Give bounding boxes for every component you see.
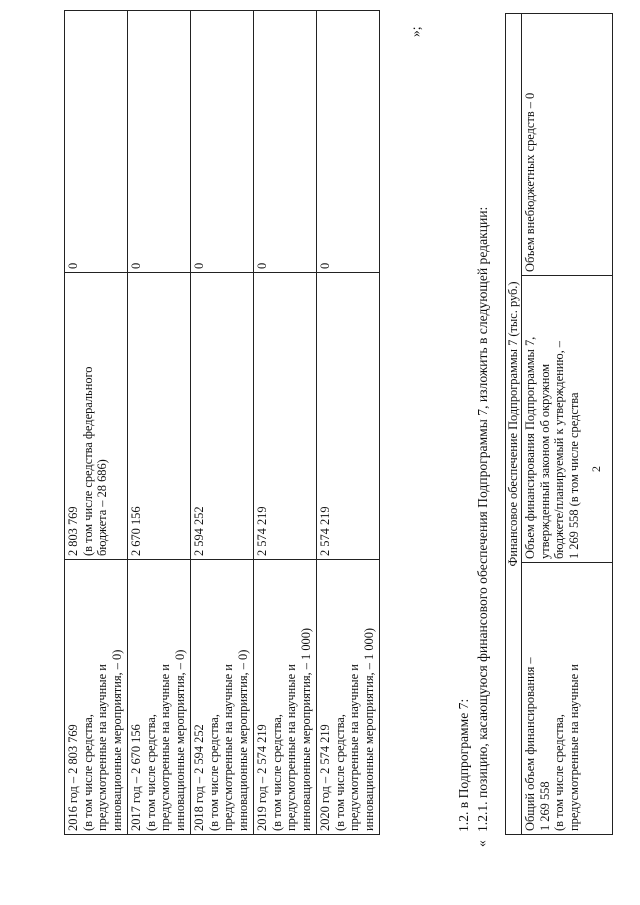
cell-text-line: 2 574 219 xyxy=(255,506,269,556)
table-row xyxy=(191,11,254,835)
year-total-cell xyxy=(191,560,254,835)
extrabudget-cell xyxy=(522,14,613,276)
funding-table-header: Финансовое обеспечение Подпрограммы 7 (тыс. руб.) xyxy=(506,14,522,835)
cell-text-line: предусмотренные на научные и xyxy=(95,664,109,831)
cell-text-line: инновационные мероприятия, – 0) xyxy=(172,649,187,831)
extrabudget-amount-cell: 0 xyxy=(128,11,191,273)
cell-text-line: (в том числе средства федерального xyxy=(80,366,95,556)
subprogram-funding-table xyxy=(505,13,613,835)
cell-text-line: предусмотренные на научные и xyxy=(158,664,172,831)
years-funding-table xyxy=(64,10,380,835)
cell-text-line: утвержденный законом об окружном xyxy=(537,363,552,559)
open-quote: « xyxy=(474,840,489,847)
cell-text-line: предусмотренные на научные и xyxy=(347,664,361,831)
cell-text-line: инновационные мероприятия, – 0) xyxy=(109,649,124,831)
table-row xyxy=(317,11,380,835)
table-row xyxy=(128,11,191,835)
budget-amount-cell xyxy=(128,273,191,560)
paragraph-1-2-1: 1.2.1. позицию, касающуюся финансового обеспечения Подпрограммы 7, изложить в следующей редакции: xyxy=(475,206,490,832)
cell-text-line: инновационные мероприятия, – 1 000) xyxy=(361,627,376,831)
page-number: 2 xyxy=(589,466,603,472)
extrabudget-amount-cell: 0 xyxy=(317,11,380,273)
cell-text-line: 2 803 769 xyxy=(66,506,80,556)
extrabudget-amount-cell: 0 xyxy=(65,11,128,273)
cell-text-line: Общий объем финансирования – xyxy=(523,657,537,831)
paragraph-1-2: 1.2. в Подпрограмме 7: xyxy=(456,698,471,832)
approved-funding-cell xyxy=(522,276,613,563)
cell-text-line: инновационные мероприятия, – 1 000) xyxy=(298,627,313,831)
cell-text-line: предусмотренные на научные и xyxy=(284,664,298,831)
table-row xyxy=(65,11,128,835)
cell-text-line: (в том числе средства, xyxy=(552,714,566,831)
cell-text-line: предусмотренные на научные и xyxy=(566,664,581,831)
year-total-cell xyxy=(317,560,380,835)
year-total-cell xyxy=(128,560,191,835)
cell-text-line: (в том числе средства, xyxy=(143,714,158,831)
cell-text-line: (в том числе средства, xyxy=(269,714,284,831)
year-total-cell xyxy=(65,560,128,835)
cell-text-line: (в том числе средства, xyxy=(80,714,95,831)
table-row xyxy=(254,11,317,835)
budget-amount-cell xyxy=(65,273,128,560)
cell-text-line: 2018 год – 2 594 252 xyxy=(192,724,206,831)
cell-text-line: Объем финансирования Подпрограммы 7, xyxy=(523,336,537,559)
total-funding-cell xyxy=(522,563,613,835)
cell-text-line: 2 574 219 xyxy=(318,506,332,556)
cell-text-line: 2 670 156 xyxy=(129,506,143,556)
year-total-cell xyxy=(254,560,317,835)
cell-text-line: бюджете/планируемый к утверждению, – xyxy=(552,341,566,559)
budget-amount-cell xyxy=(317,273,380,560)
cell-text-line: 2017 год – 2 670 156 xyxy=(129,724,143,831)
budget-amount-cell xyxy=(254,273,317,560)
cell-text-line: 1 269 558 xyxy=(537,781,552,831)
cell-text-line: бюджета – 28 686) xyxy=(95,459,109,556)
cell-text-line: 2019 год – 2 574 219 xyxy=(255,724,269,831)
extrabudget-amount-cell: 0 xyxy=(254,11,317,273)
budget-amount-cell xyxy=(191,273,254,560)
cell-text-line: 2016 год – 2 803 769 xyxy=(66,724,80,831)
closing-mark: »; xyxy=(408,26,423,37)
cell-text-line: 1 269 558 (в том числе средства xyxy=(566,392,581,559)
cell-text-line: предусмотренные на научные и xyxy=(221,664,235,831)
table-row xyxy=(522,14,613,835)
cell-text-line: 2 594 252 xyxy=(192,506,206,556)
extrabudget-amount-cell: 0 xyxy=(191,11,254,273)
cell-text-line: (в том числе средства, xyxy=(206,714,221,831)
cell-text-line: 2020 год – 2 574 219 xyxy=(318,724,332,831)
cell-text-line: инновационные мероприятия, – 0) xyxy=(235,649,250,831)
cell-text-line: Объем внебюджетных средств – 0 xyxy=(523,92,537,272)
cell-text-line: (в том числе средства, xyxy=(332,714,347,831)
